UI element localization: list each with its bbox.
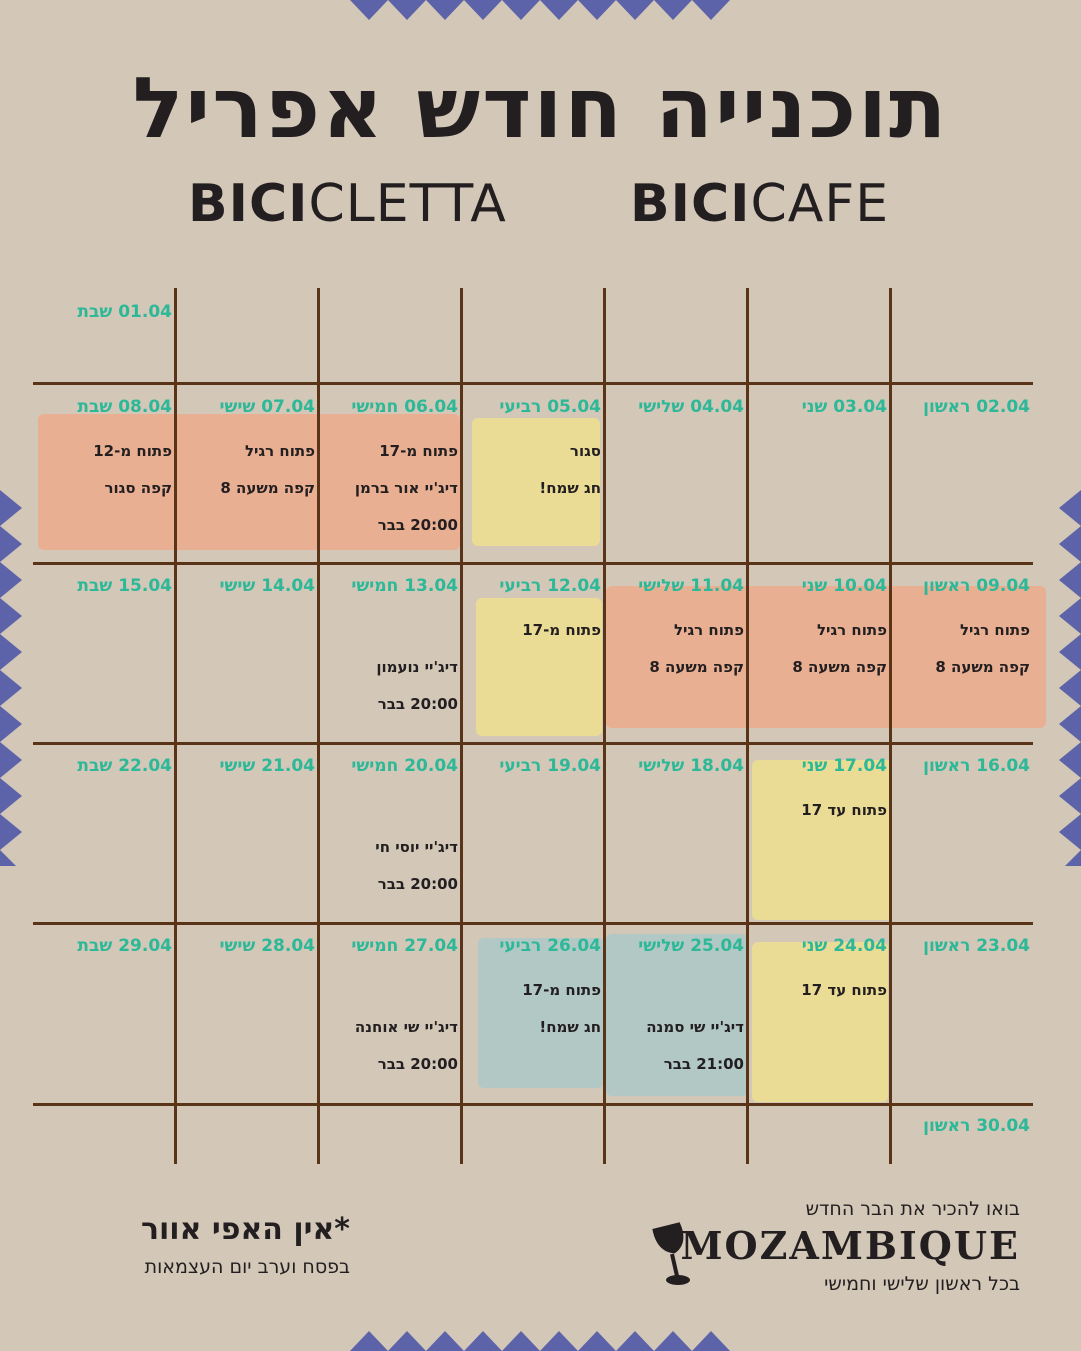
promo-days: בכל ראשון שלישי וחמישי [824, 1273, 1020, 1295]
event-line: 20:00 בבר [377, 695, 458, 713]
logo-light-part: CLETTA [308, 174, 507, 234]
mozambique-promo [650, 1196, 1020, 1298]
bicicletta-logo [188, 172, 507, 236]
day-cell [37, 576, 172, 746]
grid-line [746, 288, 749, 1164]
day-date: 29.04 שבת [77, 936, 172, 956]
logo-bold-part: BICI [630, 174, 751, 234]
day-events [456, 433, 601, 507]
mozambique-logo-text: MOZAMBIQUE [680, 1223, 1020, 1268]
day-date: 05.04 רביעי [499, 397, 601, 417]
day-events [885, 612, 1030, 686]
event-line: דיג'יי שי סמנה [646, 1018, 744, 1036]
day-date: 07.04 שישי [219, 397, 315, 417]
event-line: פתוח מ-17 [522, 981, 601, 999]
day-cell [180, 576, 315, 746]
event-line: קפה משעה 8 [792, 658, 887, 676]
event-line: קפה משעה 8 [220, 479, 315, 497]
day-date: 22.04 שבת [77, 756, 172, 776]
day-cell [895, 936, 1030, 1106]
day-cell [37, 397, 172, 567]
event-line: פתוח רגיל [816, 621, 887, 639]
event-line [313, 792, 458, 829]
day-cell [466, 756, 601, 926]
event-line: פתוח מ-17 [379, 442, 458, 460]
day-cell [180, 397, 315, 567]
day-cell [752, 576, 887, 746]
event-line: דיג'יי נועמון [376, 658, 458, 676]
day-events [599, 972, 744, 1083]
event-line: פתוח רגיל [959, 621, 1030, 639]
day-events [313, 433, 458, 544]
day-date: 08.04 שבת [77, 397, 172, 417]
day-cell [609, 397, 744, 567]
event-line: 20:00 בבר [377, 1055, 458, 1073]
day-date: 10.04 שני [801, 576, 887, 596]
day-cell [609, 576, 744, 746]
day-date: 19.04 רביעי [499, 756, 601, 776]
event-line: פתוח עד 17 [801, 981, 887, 999]
event-line: פתוח עד 17 [801, 801, 887, 819]
day-date: 15.04 שבת [77, 576, 172, 596]
event-line: פתוח רגיל [673, 621, 744, 639]
day-events [742, 612, 887, 686]
day-date: 03.04 שני [801, 397, 887, 417]
zigzag-top-decoration [350, 0, 730, 22]
event-line [599, 972, 744, 1009]
event-line: פתוח מ-12 [93, 442, 172, 460]
zigzag-bottom-decoration [350, 1328, 730, 1351]
note-headline: *אין האפי אוור [140, 1212, 350, 1247]
day-date: 26.04 רביעי [499, 936, 601, 956]
grid-line [174, 288, 177, 1164]
event-line: דיג'יי אור ברמן [354, 479, 458, 497]
day-date: 04.04 שלישי [638, 397, 744, 417]
event-line: קפה משעה 8 [649, 658, 744, 676]
event-line: פתוח מ-17 [522, 621, 601, 639]
day-cell [609, 756, 744, 926]
zigzag-left-decoration [0, 490, 24, 866]
day-date: 09.04 ראשון [923, 576, 1030, 596]
event-line: דיג'יי שי אוחנה [354, 1018, 458, 1036]
day-date: 21.04 שישי [219, 756, 315, 776]
day-date: 14.04 שישי [219, 576, 315, 596]
event-line: חג שמח! [539, 1018, 601, 1036]
day-cell [37, 936, 172, 1106]
day-events [313, 792, 458, 903]
event-line: סגור [569, 442, 601, 460]
event-line: פתוח רגיל [244, 442, 315, 460]
day-date: 02.04 ראשון [923, 397, 1030, 417]
day-date: 23.04 ראשון [923, 936, 1030, 956]
page-title: תוכנייה חודש אפריל [132, 59, 949, 157]
event-line: קפה סגור [104, 479, 172, 497]
day-cell [466, 936, 601, 1106]
day-cell [752, 397, 887, 567]
day-date: 16.04 ראשון [923, 756, 1030, 776]
event-line [313, 972, 458, 1009]
logo-bold-part: BICI [188, 174, 309, 234]
event-line [313, 612, 458, 649]
note-subline: בפסח וערב יום העצמאות [144, 1256, 350, 1278]
event-line: 20:00 בבר [377, 875, 458, 893]
event-line: קפה משעה 8 [935, 658, 1030, 676]
day-cell [895, 397, 1030, 567]
day-date: 28.04 שישי [219, 936, 315, 956]
day-date: 17.04 שני [801, 756, 887, 776]
day-cell [180, 936, 315, 1106]
day-date: 30.04 ראשון [923, 1116, 1030, 1136]
day-date: 12.04 רביעי [499, 576, 601, 596]
logo-light-part: CAFE [750, 174, 890, 234]
day-events [170, 433, 315, 507]
day-date: 25.04 שלישי [638, 936, 744, 956]
day-date: 24.04 שני [801, 936, 887, 956]
day-date: 13.04 חמישי [351, 576, 458, 596]
day-cell [180, 756, 315, 926]
event-line: חג שמח! [539, 479, 601, 497]
day-cell [752, 756, 887, 926]
day-date: 18.04 שלישי [638, 756, 744, 776]
day-events [27, 433, 172, 507]
day-cell [323, 397, 458, 567]
day-cell [37, 756, 172, 926]
day-cell [609, 936, 744, 1106]
day-cell [466, 1116, 601, 1286]
day-date: 20.04 חמישי [351, 756, 458, 776]
day-cell [466, 397, 601, 567]
day-events [313, 972, 458, 1083]
day-events [456, 972, 601, 1046]
day-cell [323, 936, 458, 1106]
day-events [313, 612, 458, 723]
event-line: דיג'יי יוסי חי [375, 838, 458, 856]
day-date: 01.04 שבת [77, 302, 172, 322]
day-date: 27.04 חמישי [351, 936, 458, 956]
day-cell [895, 756, 1030, 926]
event-line: 20:00 בבר [377, 516, 458, 534]
grid-line [889, 288, 892, 1164]
day-events [742, 972, 887, 1009]
day-cell [323, 576, 458, 746]
day-cell [323, 756, 458, 926]
day-cell [752, 936, 887, 1106]
event-line: 21:00 בבר [663, 1055, 744, 1073]
day-events [456, 612, 601, 649]
happy-hour-note [40, 1210, 350, 1284]
promo-intro: בואו להכיר את הבר החדש [805, 1198, 1020, 1220]
zigzag-right-decoration [1057, 490, 1081, 866]
day-date: 11.04 שלישי [638, 576, 744, 596]
day-cell [466, 576, 601, 746]
day-events [742, 792, 887, 829]
day-cell [895, 576, 1030, 746]
day-date: 06.04 חמישי [351, 397, 458, 417]
bicicafe-logo [630, 172, 889, 236]
day-events [599, 612, 744, 686]
